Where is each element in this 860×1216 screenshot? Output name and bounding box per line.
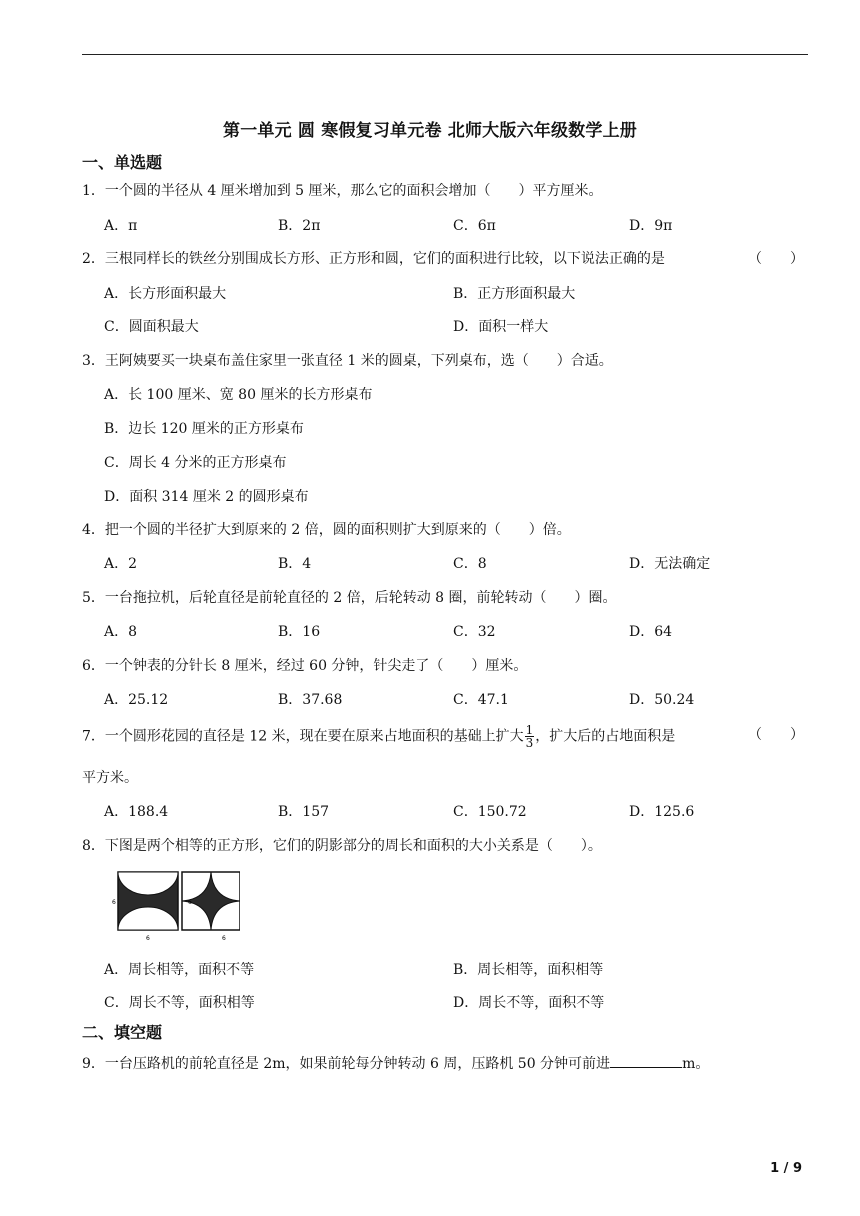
right-bottom-label: 6: [222, 935, 226, 942]
question-2-paren: （ ）: [748, 251, 804, 267]
left-side-label: 6: [112, 899, 116, 906]
question-8: 8．下图是两个相等的正方形，它们的阴影部分的周长和面积的大小关系是（ ）。: [82, 838, 602, 854]
page-title: 第一单元 圆 寒假复习单元卷 北师大版六年级数学上册: [223, 121, 637, 141]
question-2-text: 2．三根同样长的铁丝分别围成长方形、正方形和圆，它们的面积进行比较，以下说法正确的是: [82, 251, 665, 267]
q8-option-a[interactable]: A．周长相等，面积不等: [104, 962, 255, 978]
q8-option-b[interactable]: B．周长相等，面积相等: [453, 962, 604, 978]
page-number: 1 / 9: [770, 1161, 802, 1176]
fraction-denominator: 3: [525, 736, 534, 750]
q2-option-b[interactable]: B．正方形面积最大: [453, 286, 576, 302]
q6-option-b[interactable]: B．37.68: [278, 692, 343, 708]
q2-option-a[interactable]: A．长方形面积最大: [104, 286, 227, 302]
question-7: [82, 724, 804, 749]
answer-blank[interactable]: [610, 1053, 682, 1068]
q4-option-d[interactable]: D．无法确定: [629, 556, 711, 572]
header-rule: [82, 54, 808, 55]
two-squares-figure: [108, 868, 240, 942]
q1-option-a[interactable]: A．π: [104, 218, 138, 234]
q6-option-d[interactable]: D．50.24: [629, 692, 695, 708]
question-9-text-b: m。: [682, 1056, 710, 1072]
question-7-text-b: ，扩大后的占地面积是: [535, 728, 676, 745]
question-1: 1．一个圆的半径从 4 厘米增加到 5 厘米，那么它的面积会增加（ ）平方厘米。: [82, 183, 603, 199]
fraction-numerator: 1: [525, 723, 534, 737]
q6-option-a[interactable]: A．25.12: [104, 692, 169, 708]
q1-option-b[interactable]: B．2π: [278, 218, 321, 234]
question-9: [82, 1053, 709, 1073]
section-heading-single-choice: 一、单选题: [82, 153, 163, 172]
section-heading-fill-blank: 二、填空题: [82, 1023, 163, 1042]
q4-option-b[interactable]: B．4: [278, 556, 312, 572]
q5-option-a[interactable]: A．8: [104, 624, 138, 640]
q8-option-d[interactable]: D．周长不等，面积不等: [453, 995, 605, 1011]
q8-option-c[interactable]: C．周长不等，面积相等: [104, 995, 255, 1011]
fraction-one-third: [525, 724, 535, 749]
left-bottom-label: 6: [146, 935, 150, 942]
q2-option-c[interactable]: C．圆面积最大: [104, 319, 199, 335]
q5-option-d[interactable]: D．64: [629, 624, 673, 640]
q4-option-a[interactable]: A．2: [104, 556, 138, 572]
q7-option-c[interactable]: C．150.72: [453, 804, 527, 820]
q7-option-a[interactable]: A．188.4: [104, 804, 169, 820]
q7-option-b[interactable]: B．157: [278, 804, 330, 820]
question-3: 3．王阿姨要买一块桌布盖住家里一张直径 1 米的圆桌，下列桌布，选（ ）合适。: [82, 353, 613, 369]
q1-option-c[interactable]: C．6π: [453, 218, 496, 234]
left-square-figure: [118, 872, 178, 930]
q1-option-d[interactable]: D．9π: [629, 218, 673, 234]
q5-option-c[interactable]: C．32: [453, 624, 496, 640]
q2-option-d[interactable]: D．面积一样大: [453, 319, 549, 335]
q6-option-c[interactable]: C．47.1: [453, 692, 509, 708]
q3-option-a[interactable]: A．长 100 厘米、宽 80 厘米的长方形桌布: [104, 387, 373, 403]
q3-option-d[interactable]: D．面积 314 厘米 2 的圆形桌布: [104, 489, 309, 505]
question-6: 6．一个钟表的分针长 8 厘米，经过 60 分钟，针尖走了（ ）厘米。: [82, 658, 528, 674]
question-9-text-a: 9．一台压路机的前轮直径是 2m，如果前轮每分钟转动 6 周，压路机 50 分钟可前进: [82, 1056, 611, 1072]
right-side-label: 6: [188, 899, 192, 906]
q5-option-b[interactable]: B．16: [278, 624, 321, 640]
q3-option-b[interactable]: B．边长 120 厘米的正方形桌布: [104, 421, 304, 437]
question-7-paren: （ ）: [748, 727, 804, 743]
question-7-text-a: 7．一个圆形花园的直径是 12 米，现在要在原来占地面积的基础上扩大: [82, 728, 524, 745]
q4-option-c[interactable]: C．8: [453, 556, 487, 572]
q3-option-c[interactable]: C．周长 4 分米的正方形桌布: [104, 455, 287, 471]
question-7-continuation: 平方米。: [82, 770, 138, 786]
question-5: 5．一台拖拉机，后轮直径是前轮直径的 2 倍，后轮转动 8 圈，前轮转动（ ）圈。: [82, 590, 617, 606]
question-2: [82, 248, 804, 268]
question-4: 4．把一个圆的半径扩大到原来的 2 倍，圆的面积则扩大到原来的（ ）倍。: [82, 522, 571, 538]
q7-option-d[interactable]: D．125.6: [629, 804, 695, 820]
